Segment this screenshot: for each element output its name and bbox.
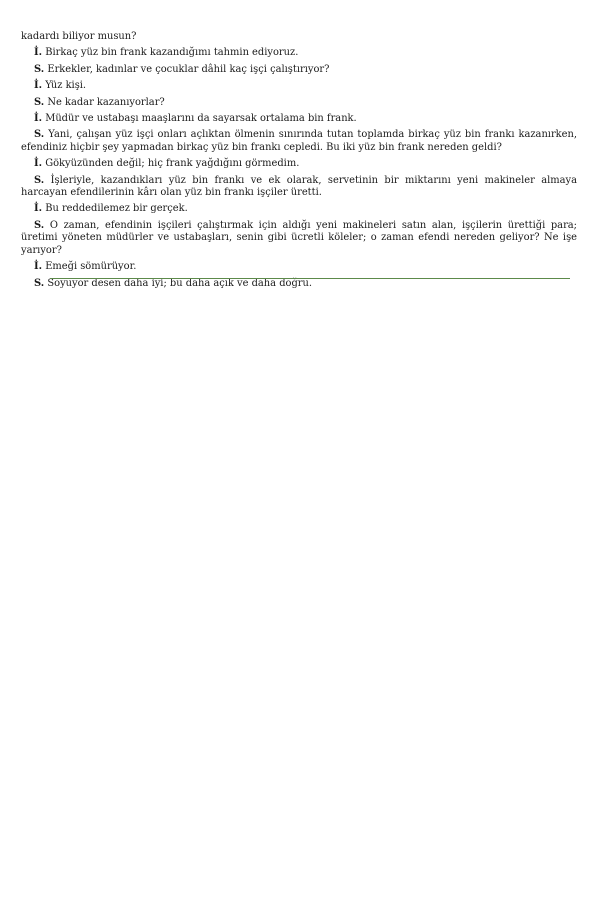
speaker-label: S. bbox=[34, 219, 45, 231]
speaker-label: İ. bbox=[34, 203, 43, 215]
dialogue-line bbox=[21, 113, 577, 125]
speaker-label: İ. bbox=[34, 158, 43, 170]
opening-line: kadardı biliyor musun? bbox=[21, 31, 137, 42]
dialogue-text: Soyuyor desen daha iyi; bu daha açık ve daha doğru. bbox=[47, 277, 313, 289]
dialogue-text: Birkaç yüz bin frank kazandığımı tahmin ediyoruz. bbox=[45, 47, 299, 59]
dialogue-line bbox=[21, 129, 577, 154]
dialogue-text: Yüz kişi. bbox=[45, 80, 87, 92]
dialogue-text: Emeği sömürüyor. bbox=[45, 261, 137, 273]
speaker-label: S. bbox=[34, 63, 45, 75]
dialogue-text: Bu reddedilemez bir gerçek. bbox=[45, 203, 188, 215]
dialogue-line bbox=[21, 278, 577, 290]
dialogue-line bbox=[21, 47, 577, 59]
dialogue-line bbox=[21, 80, 577, 92]
dialogue-line bbox=[21, 203, 577, 215]
speaker-label: İ. bbox=[34, 47, 43, 59]
dialogue-line bbox=[21, 64, 577, 76]
dialogue-line bbox=[21, 261, 577, 273]
dialogue-text: Müdür ve ustabaşı maaşlarını da sayarsak ortalama bin frank. bbox=[45, 113, 357, 125]
speaker-label: İ. bbox=[34, 261, 43, 273]
dialogue-line bbox=[21, 220, 577, 257]
dialogue-text: İşleriyle, kazandıkları yüz bin frankı ve ek olarak, servetinin bir miktarını yeni makineler almaya harcayan efendilerinin kârı olan yüz bin frankı işçiler üretti. bbox=[21, 174, 577, 199]
speaker-label: S. bbox=[34, 96, 45, 108]
speaker-label: S. bbox=[34, 277, 45, 289]
speaker-label: İ. bbox=[34, 113, 43, 125]
dialogue-text: Erkekler, kadınlar ve çocuklar dâhil kaç işçi çalıştırıyor? bbox=[47, 63, 330, 75]
dialogue-line bbox=[21, 175, 577, 200]
speaker-label: S. bbox=[34, 174, 45, 186]
dialogue-text: Gökyüzünden değil; hiç frank yağdığını görmedim. bbox=[45, 158, 300, 170]
speaker-label: İ. bbox=[34, 80, 43, 92]
dialogue-text: O zaman, efendinin işçileri çalıştırmak için aldığı yeni makineleri satın alan, işçilerin ürettiği para; üretimi yöneten müdürler ve ustabaşları, senin gibi ücretli köleler; o zaman efendi nereden geliyor? Ne işe yarıyor? bbox=[21, 219, 578, 256]
dialogue-line bbox=[21, 158, 577, 170]
speaker-label: S. bbox=[34, 129, 45, 141]
dialogue-line bbox=[21, 97, 577, 109]
dialogue-text: Yani, çalışan yüz işçi onları açlıktan ölmenin sınırında tutan toplamda birkaç yüz bin frankı kazanırken, efendiniz hiçbir şey yapmadan birkaç yüz bin frankı cepledi. Bu iki yüz bin frank nereden geldi? bbox=[21, 129, 578, 153]
section-divider bbox=[50, 278, 570, 279]
dialogue-text: Ne kadar kazanıyorlar? bbox=[47, 96, 165, 108]
document-page bbox=[21, 31, 577, 294]
